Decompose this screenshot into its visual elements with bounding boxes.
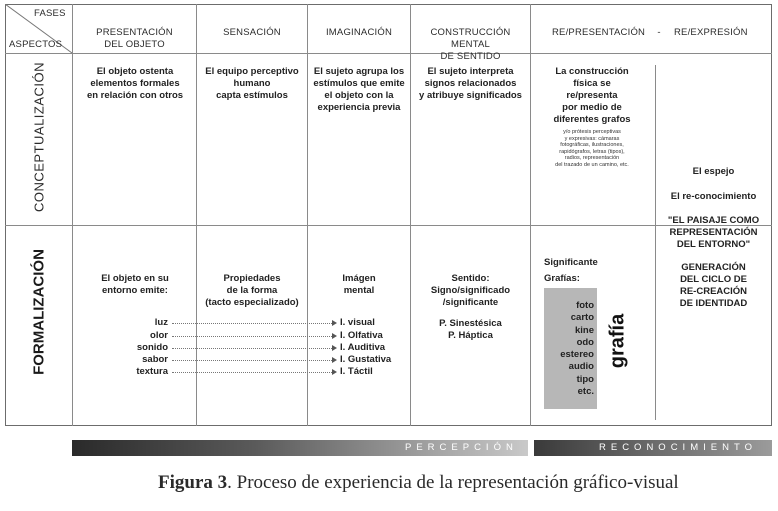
formal-construccion: Sentido: Signo/significado /significante bbox=[430, 273, 511, 308]
reexpresion-paisaje: "EL PAISAJE COMO REPRESENTACIÓN DEL ENTORNO" bbox=[667, 215, 760, 250]
header-dash: - bbox=[657, 27, 661, 38]
row-label-conceptualizacion: CONCEPTUALIZACIÓN bbox=[31, 61, 47, 213]
arrow-head-visual bbox=[332, 320, 337, 326]
column-divider-5 bbox=[530, 4, 531, 426]
figure-caption bbox=[158, 472, 679, 494]
column-divider-4 bbox=[410, 4, 411, 426]
reconocimiento-label: RECONOCIMIENTO bbox=[599, 442, 757, 453]
arrow-line-auditiva bbox=[172, 348, 332, 349]
sense-sabor: sabor bbox=[142, 354, 168, 365]
column-divider-3 bbox=[307, 4, 308, 426]
concept-representacion-detail: y/o prótesis perceptivas y expresivas: cámaras fotográficas, ilustraciones, rapidógrafos, letras (tipos), radios, representación del trazado de un camino, etc. bbox=[555, 129, 629, 168]
concept-imaginacion: El sujeto agrupa los estímulos que emite el objeto con la experiencia previa bbox=[313, 66, 405, 113]
header-representacion: RE/PRESENTACIÓN bbox=[552, 27, 646, 38]
concept-presentacion: El objeto ostenta elementos formales en relación con otros bbox=[86, 66, 184, 101]
formal-significante: Significante bbox=[544, 257, 598, 268]
concept-representacion: La construcción física se re/presenta por medio de diferentes grafos bbox=[553, 66, 631, 125]
column-divider-2 bbox=[196, 4, 197, 426]
image-visual: I. visual bbox=[340, 317, 375, 328]
column-divider-6 bbox=[655, 65, 656, 420]
concept-construccion: El sujeto interpreta signos relacionados y atribuye significados bbox=[419, 66, 522, 101]
arrow-head-tactil bbox=[332, 369, 337, 375]
header-divider bbox=[5, 53, 772, 54]
sense-luz: luz bbox=[154, 317, 168, 328]
sense-textura: textura bbox=[136, 366, 168, 377]
image-auditiva: I. Auditiva bbox=[340, 342, 386, 353]
grafia-item: foto bbox=[576, 300, 594, 311]
grafia-items bbox=[544, 300, 594, 398]
percepcion-label: PERCEPCIÓN bbox=[405, 442, 518, 453]
reexpresion-generacion: GENERACIÓN DEL CICLO DE RE-CREACIÓN DE IDENTIDAD bbox=[679, 262, 748, 309]
formal-imaginacion: Imágen mental bbox=[342, 273, 376, 296]
reexpresion-espejo: El espejo bbox=[692, 166, 735, 177]
grafia-item: tipo bbox=[576, 373, 594, 385]
arrow-line-visual bbox=[172, 323, 332, 324]
grafia-item: estereo bbox=[560, 349, 594, 361]
header-sensacion: SENSACIÓN bbox=[223, 27, 281, 38]
formal-presentacion: El objeto en su entorno emite: bbox=[101, 273, 169, 296]
header-imaginacion: IMAGINACIÓN bbox=[325, 27, 393, 38]
column-divider-1 bbox=[72, 4, 73, 426]
header-construccion: CONSTRUCCIÓN MENTAL DE SENTIDO bbox=[430, 27, 511, 62]
figure-caption-label: Figura 3 bbox=[158, 472, 228, 493]
arrow-head-auditiva bbox=[332, 345, 337, 351]
arrow-line-tactil bbox=[172, 372, 332, 373]
header-presentacion: PRESENTACIÓN DEL OBJETO bbox=[96, 27, 173, 50]
grafia-item: audio bbox=[568, 361, 594, 373]
arrow-head-gustativa bbox=[332, 357, 337, 363]
row-label-formalizacion: FORMALIZACIÓN bbox=[30, 249, 48, 375]
grafia-item: carto bbox=[570, 312, 594, 324]
formal-grafias-label: Grafías: bbox=[544, 273, 580, 284]
sense-olor: olor bbox=[150, 330, 168, 341]
image-gustativa: I. Gustativa bbox=[340, 354, 392, 365]
formal-perception-types: P. Sinestésica P. Háptica bbox=[439, 318, 502, 341]
formal-sensacion: Propiedades de la forma (tacto especializado) bbox=[205, 273, 299, 308]
grafia-item: kine bbox=[574, 324, 594, 336]
image-olfativa: I. Olfativa bbox=[340, 330, 383, 341]
concept-sensacion: El equipo perceptivo humano capta estímulos bbox=[205, 66, 299, 101]
arrow-line-olfativa bbox=[172, 336, 332, 337]
grafia-item: etc. bbox=[577, 386, 594, 398]
figure-caption-text: . Proceso de experiencia de la representación gráfico-visual bbox=[227, 472, 679, 493]
corner-phases-label: FASES bbox=[34, 8, 66, 19]
arrow-head-olfativa bbox=[332, 333, 337, 339]
image-tactil: I. Táctil bbox=[340, 366, 373, 377]
header-reexpresion: RE/EXPRESIÓN bbox=[674, 27, 748, 38]
grafia-word: grafía bbox=[606, 313, 629, 369]
corner-aspects-label: ASPECTOS bbox=[9, 39, 63, 50]
sense-sonido: sonido bbox=[136, 342, 168, 353]
arrow-line-gustativa bbox=[172, 360, 332, 361]
grafia-item: odo bbox=[576, 336, 594, 348]
reexpresion-reconocimiento: El re-conocimiento bbox=[670, 191, 757, 202]
